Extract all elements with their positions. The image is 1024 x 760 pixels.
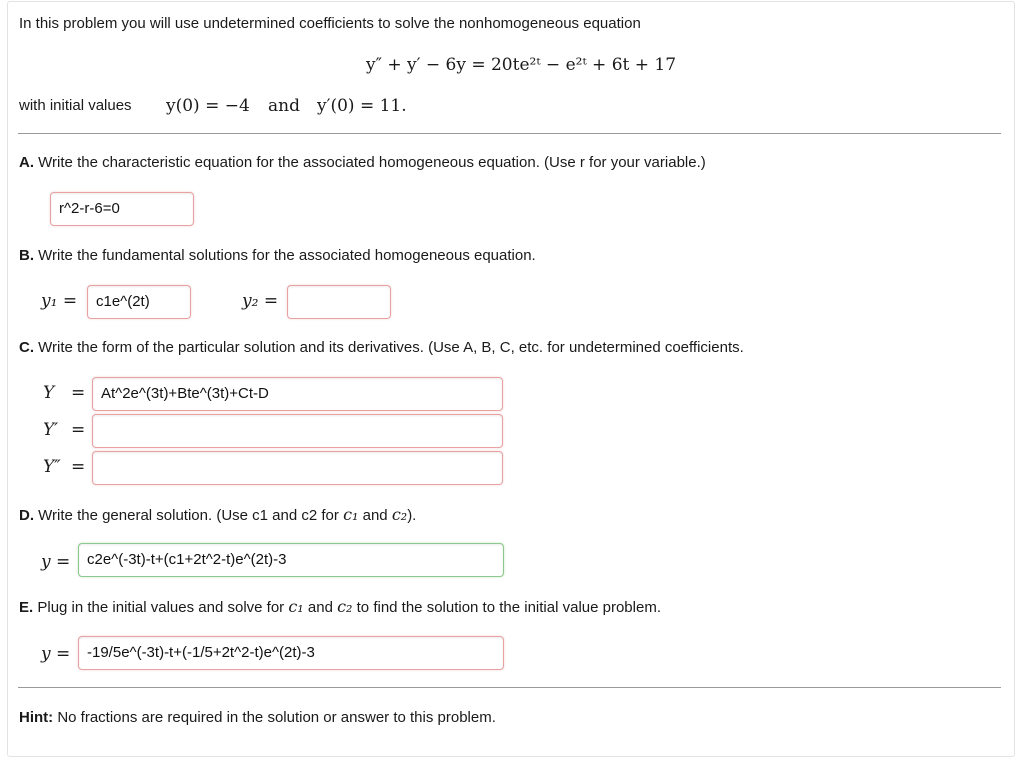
part-d-y-label: y = xyxy=(41,552,71,572)
part-a-text: Write the characteristic equation for the associated homogeneous equation. (Use r for your variable.) xyxy=(38,154,706,171)
initial-condition-1: y(0) = −4 xyxy=(166,96,250,116)
main-equation: y″ + y′ − 6y = 20te²ᵗ − e²ᵗ + 6t + 17 xyxy=(366,55,677,75)
y1-input[interactable]: c1e^(2t) xyxy=(87,285,191,319)
divider-top xyxy=(18,133,1001,134)
divider-bottom xyxy=(18,687,1001,688)
part-b-text: Write the fundamental solutions for the associated homogeneous equation. xyxy=(38,247,536,264)
intro-text: In this problem you will use undetermined coefficients to solve the nonhomogeneous equation xyxy=(19,15,641,32)
part-b-letter: B. xyxy=(19,247,34,264)
general-solution-input[interactable]: c2e^(-3t)-t+(c1+2t^2-t)e^(2t)-3 xyxy=(78,543,504,577)
y1-label: y₁ = xyxy=(41,291,78,311)
hint-text: No fractions are required in the solution or answer to this problem. xyxy=(57,709,496,726)
part-e-and: and xyxy=(307,599,333,616)
part-a-letter: A. xyxy=(19,154,34,171)
hint-label: Hint: xyxy=(19,709,54,726)
part-d-text: Write the general solution. (Use c1 and c2 for xyxy=(38,507,339,524)
Ydoubleprime-equals: = xyxy=(71,457,86,477)
part-c-text: Write the form of the particular solution and its derivatives. (Use A, B, C, etc. for undetermined coefficients. xyxy=(38,339,744,356)
Y-equals: = xyxy=(71,383,86,403)
part-e-c2: c₂ xyxy=(337,597,353,616)
initial-and: and xyxy=(268,96,300,116)
part-d-question xyxy=(19,505,416,526)
Yprime-equals: = xyxy=(71,420,86,440)
y2-label: y₂ = xyxy=(242,291,279,311)
Yprime-label: Y′ xyxy=(43,420,59,440)
part-c-question xyxy=(19,338,744,358)
part-e-y-label: y = xyxy=(41,644,71,664)
y2-input[interactable] xyxy=(287,285,391,319)
part-e-c1: c₁ xyxy=(288,597,304,616)
part-a-question xyxy=(19,153,706,173)
part-e-letter: E. xyxy=(19,599,34,616)
Y-label: Y xyxy=(43,383,55,403)
ivp-solution-input[interactable]: -19/5e^(-3t)-t+(-1/5+2t^2-t)e^(2t)-3 xyxy=(78,636,504,670)
Y-input[interactable]: At^2e^(3t)+Bte^(3t)+Ct-D xyxy=(92,377,503,411)
part-e-question xyxy=(19,597,661,618)
part-d-c2: c₂ xyxy=(391,505,408,524)
part-d-close: ). xyxy=(407,507,417,524)
part-d-and: and xyxy=(362,507,388,524)
part-d-c1: c₁ xyxy=(343,505,359,524)
Ydoubleprime-label: Y″ xyxy=(43,457,61,477)
initial-condition-2: y′(0) = 11. xyxy=(317,96,407,116)
part-a-answer-input[interactable]: r^2-r-6=0 xyxy=(50,192,194,226)
part-e-text-after: to find the solution to the initial value problem. xyxy=(356,599,661,616)
Yprime-input[interactable] xyxy=(92,414,503,448)
part-b-question xyxy=(19,246,536,266)
part-d-letter: D. xyxy=(19,507,34,524)
Ydoubleprime-input[interactable] xyxy=(92,451,503,485)
initial-values-label: with initial values xyxy=(19,97,132,114)
hint xyxy=(19,708,496,728)
part-c-letter: C. xyxy=(19,339,34,356)
part-e-text-before: Plug in the initial values and solve for xyxy=(37,599,285,616)
